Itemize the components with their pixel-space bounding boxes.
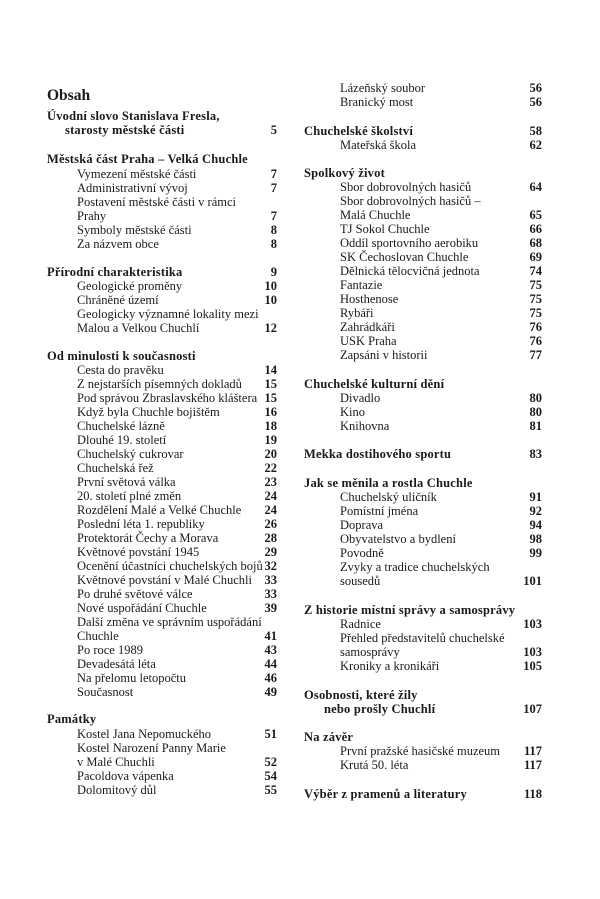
toc-entry-title: Rozdělení Malé a Velké Chuchle [77, 503, 242, 517]
toc-page-number: 56 [529, 95, 542, 109]
toc-entry-title: Na závěr [304, 730, 354, 744]
toc-entry-title: Přehled představitelů chuchelské [340, 631, 505, 645]
toc-entry-title: Chuchelské kulturní dění [304, 377, 445, 391]
toc-page-number: 41 [264, 629, 277, 643]
toc-entry-title: Chuchle [77, 629, 119, 643]
toc-page-number: 94 [529, 518, 542, 532]
toc-entry-title: Za názvem obce [77, 237, 159, 251]
toc-page-number: 117 [523, 744, 542, 758]
toc-entry-title: Současnost [77, 685, 134, 699]
toc-page-number: 9 [270, 265, 277, 279]
toc-entry-title: Dlouhé 19. století [77, 433, 167, 447]
toc-entry-title: samosprávy [340, 645, 400, 659]
toc-entry-title: Oddíl sportovního aerobiku [340, 236, 479, 250]
toc-entry-title: Chuchelský uličník [340, 490, 437, 504]
toc-entry-title: Po roce 1989 [77, 643, 143, 657]
toc-entry-title: Chuchelské lázně [77, 419, 165, 433]
toc-entry-title: Rybáři [340, 306, 374, 320]
toc-entry-title: První pražské hasičské muzeum [340, 744, 501, 758]
toc-entry-title: Dělnická tělocvičná jednota [340, 264, 480, 278]
toc-page-number: 62 [529, 138, 542, 152]
toc-entry-title: SK Čechoslovan Chuchle [340, 250, 469, 264]
toc-page-number: 22 [264, 461, 277, 475]
toc-entry-title: Když byla Chuchle bojištěm [77, 405, 220, 419]
toc-entry-title: Symboly městské části [77, 223, 192, 237]
toc-entry-title: Geologické proměny [77, 279, 183, 293]
toc-page-number: 33 [264, 573, 277, 587]
toc-page-number: 15 [264, 391, 277, 405]
toc-page-number: 80 [529, 405, 542, 419]
toc-entry-title: Malou a Velkou Chuchlí [77, 321, 200, 335]
toc-entry-title: Chráněné území [77, 293, 159, 307]
toc-entry-title: Kostel Narození Panny Marie [77, 741, 226, 755]
toc-entry-title: Dolomitový důl [77, 783, 157, 797]
toc-entry-title: Chuchelské školství [304, 124, 414, 138]
toc-entry-title: Květnové povstání 1945 [77, 545, 200, 559]
toc-page-number: 103 [523, 645, 542, 659]
toc-entry-title: Kroniky a kronikáři [340, 659, 440, 673]
toc-page-number: 43 [264, 643, 277, 657]
toc-entry-title: Povodně [340, 546, 384, 560]
toc-page-number: 83 [529, 447, 542, 461]
toc-entry-title: Kostel Jana Nepomuckého [77, 727, 211, 741]
toc-entry-title: starosty městské části [65, 123, 185, 137]
toc-entry-title: Památky [47, 712, 97, 726]
toc-entry-title: Hosthenose [340, 292, 399, 306]
toc-entry-title: Vymezení městské části [77, 167, 197, 181]
toc-page-number: 51 [264, 727, 277, 741]
toc-entry-title: Přírodní charakteristika [47, 265, 183, 279]
toc-entry-title: Pacoldova vápenka [77, 769, 174, 783]
toc-entry-title: TJ Sokol Chuchle [340, 222, 430, 236]
toc-entry-title: Krutá 50. léta [340, 758, 409, 772]
toc-page-number: 118 [523, 787, 542, 801]
toc-page-number: 52 [264, 755, 277, 769]
toc-entry-title: Mekka dostihového sportu [304, 447, 452, 461]
toc-entry-title: nebo prošly Chuchlí [324, 702, 436, 716]
toc-entry-title: Na přelomu letopočtu [77, 671, 186, 685]
toc-entry-title: Administrativní vývoj [77, 181, 188, 195]
toc-entry-title: Fantazie [340, 278, 383, 292]
toc-page-number: 99 [529, 546, 542, 560]
toc-page-number: 117 [523, 758, 542, 772]
toc-entry-title: Květnové povstání v Malé Chuchli [77, 573, 252, 587]
toc-page-number: 10 [264, 279, 277, 293]
toc-entry-title: Zapsáni v historii [340, 348, 428, 362]
toc-page-number: 49 [264, 685, 277, 699]
toc-page-number: 5 [270, 123, 277, 137]
toc-page-number: 14 [264, 363, 277, 377]
toc-entry-title: Zahrádkáři [340, 320, 395, 334]
toc-entry-title: USK Praha [340, 334, 397, 348]
toc-page-number: 12 [264, 321, 277, 335]
toc-page-number: 32 [264, 559, 277, 573]
toc-entry-title: Doprava [340, 518, 384, 532]
toc-entry-title: Kino [340, 405, 365, 419]
toc-entry-title: Nové uspořádání Chuchle [77, 601, 207, 615]
toc-entry-title: Poslední léta 1. republiky [77, 517, 205, 531]
toc-page-number: 24 [264, 489, 277, 503]
toc-page-number: 81 [529, 419, 542, 433]
toc-entry-title: Chuchelská řež [77, 461, 154, 475]
toc-page-number: 10 [264, 293, 277, 307]
toc-page-number: 8 [270, 223, 277, 237]
toc-page-number: 7 [270, 167, 277, 181]
toc-page-number: 44 [264, 657, 277, 671]
toc-entry-title: Sbor dobrovolných hasičů – [340, 194, 481, 208]
toc-entry-title: Radnice [340, 617, 381, 631]
toc-entry-title: Z nejstarších písemných dokladů [77, 377, 242, 391]
toc-page-number: 29 [264, 545, 277, 559]
toc-page-number: 7 [270, 209, 277, 223]
toc-entry-title: Lázeňský soubor [340, 81, 426, 95]
toc-entry-title: Od minulosti k současnosti [47, 349, 196, 363]
toc-page-number: 24 [264, 503, 277, 517]
toc-page-number: 16 [264, 405, 277, 419]
toc-page-number: 64 [529, 180, 542, 194]
toc-page-number: 75 [529, 306, 542, 320]
toc-page-number: 33 [264, 587, 277, 601]
toc-page-number: 105 [523, 659, 542, 673]
toc-page-number: 19 [264, 433, 277, 447]
toc-entry-title: Malá Chuchle [340, 208, 411, 222]
toc-page-number: 26 [264, 517, 277, 531]
toc-page-number: 23 [264, 475, 277, 489]
toc-page-number: 101 [523, 574, 542, 588]
toc-page-number: 91 [529, 490, 542, 504]
toc-entry-title: sousedů [340, 574, 381, 588]
toc-page-number: 55 [264, 783, 277, 797]
toc-entry-title: Městská část Praha – Velká Chuchle [47, 152, 248, 166]
toc-entry-title: Divadlo [340, 391, 381, 405]
toc-page-number: 103 [523, 617, 542, 631]
toc-page-number: 8 [270, 237, 277, 251]
toc-entry-title: Zvyky a tradice chuchelských [340, 560, 490, 574]
toc-page-number: 15 [264, 377, 277, 391]
toc-page-number: 75 [529, 292, 542, 306]
toc-entry-title: Spolkový život [304, 166, 385, 180]
toc-entry-title: Branický most [340, 95, 414, 109]
toc-entry-title: Prahy [77, 209, 107, 223]
toc-page-number: 76 [529, 320, 542, 334]
toc-page-number: 58 [529, 124, 542, 138]
toc-entry-title: Cesta do pravěku [77, 363, 164, 377]
toc-entry-title: Z historie místní správy a samosprávy [304, 603, 516, 617]
toc-page-number: 98 [529, 532, 542, 546]
toc-page-number: 20 [264, 447, 277, 461]
toc-entry-title: Postavení městské části v rámci [77, 195, 236, 209]
toc-entry-title: Jak se měnila a rostla Chuchle [304, 476, 473, 490]
toc-page-number: 65 [529, 208, 542, 222]
toc-entry-title: v Malé Chuchli [77, 755, 155, 769]
toc-entry-title: Pomístní jména [340, 504, 419, 518]
toc-page-number: 76 [529, 334, 542, 348]
toc-entry-title: Devadesátá léta [77, 657, 156, 671]
toc-page-number: 92 [529, 504, 542, 518]
toc-page-number: 66 [529, 222, 542, 236]
toc-page-number: 46 [264, 671, 277, 685]
toc-entry-title: První světová válka [77, 475, 176, 489]
toc-entry-title: Další změna ve správním uspořádání [77, 615, 262, 629]
toc-entry-title: Ocenění účastníci chuchelských bojů [77, 559, 263, 573]
toc-page-number: 80 [529, 391, 542, 405]
toc-entry-title: Chuchelský cukrovar [77, 447, 184, 461]
toc-page-number: 39 [264, 601, 277, 615]
toc-entry-title: Pod správou Zbraslavského kláštera [77, 391, 258, 405]
toc-page-number: 18 [264, 419, 277, 433]
toc-page-number: 28 [264, 531, 277, 545]
toc-page-number: 7 [270, 181, 277, 195]
toc-page-number: 68 [529, 236, 542, 250]
toc-page-number: 107 [523, 702, 542, 716]
toc-entry-title: Mateřská škola [340, 138, 417, 152]
toc-entry-title: Obyvatelstvo a bydlení [340, 532, 456, 546]
toc-entry-title: Geologicky významné lokality mezi [77, 307, 259, 321]
toc-page-number: 74 [529, 264, 542, 278]
toc-entry-title: Sbor dobrovolných hasičů [340, 180, 472, 194]
page-title: Obsah [47, 87, 91, 104]
toc-page-number: 54 [264, 769, 277, 783]
toc-page-number: 77 [529, 348, 542, 362]
toc-page-number: 75 [529, 278, 542, 292]
toc-entry-title: Knihovna [340, 419, 390, 433]
toc-entry-title: Osobnosti, které žily [304, 688, 418, 702]
toc-page-number: 56 [529, 81, 542, 95]
toc-entry-title: Po druhé světové válce [77, 587, 193, 601]
toc-entry-title: 20. století plné změn [77, 489, 182, 503]
toc-entry-title: Výběr z pramenů a literatury [304, 787, 467, 801]
toc-entry-title: Protektorát Čechy a Morava [77, 531, 219, 545]
toc-page-number: 69 [529, 250, 542, 264]
toc-entry-title: Úvodní slovo Stanislava Fresla, [47, 109, 220, 123]
